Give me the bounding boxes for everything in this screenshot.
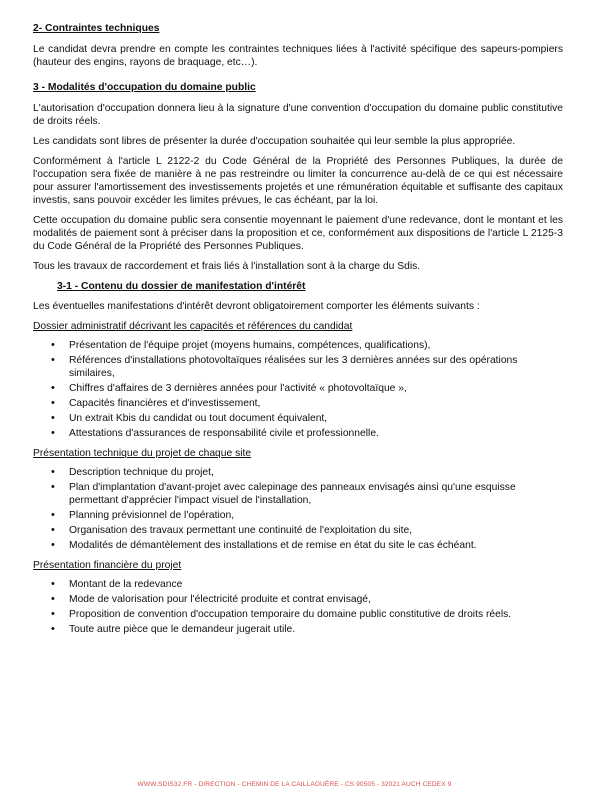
list-item-text: Références d'installations photovoltaïques réalisées sur les 3 dernières années sur des opérations similaires, (69, 355, 518, 379)
list-item-text: Modalités de démantèlement des installations et de remise en état du site le cas échéant. (69, 540, 477, 551)
list-item (33, 593, 563, 606)
list-item-text: Toute autre pièce que le demandeur jugerait utile. (69, 624, 296, 635)
list-item (33, 509, 563, 522)
list-item (33, 382, 563, 395)
group-administrative-list (33, 339, 563, 440)
list-item (33, 608, 563, 621)
list-item-text: Organisation des travaux permettant une continuité de l'exploitation du site, (69, 525, 413, 536)
group-technical-list (33, 466, 563, 552)
list-item (33, 466, 563, 479)
group-financial-title: Présentation financière du projet (33, 560, 182, 571)
bullet-icon: • (51, 578, 55, 590)
list-item (33, 397, 563, 410)
list-item (33, 578, 563, 591)
bullet-icon: • (51, 539, 55, 551)
section-3-paragraph-3: Conformément à l'article L 2122-2 du Code Général de la Propriété des Personnes Publiques, la durée de l'occupation sera fixée de manière à ne pas restreindre ou limiter la concurrence au-delà de ce qui est nécessaire pour assurer l'amortissement des investissements projetés et une rémunération équitable et suffisante des capitaux investis, sans pouvoir excéder les limites prévues, le cas échéant, par la loi. (33, 156, 563, 206)
list-item (33, 524, 563, 537)
list-item-text: Mode de valorisation pour l'électricité produite et contrat envisagé, (69, 594, 371, 605)
list-item-text: Planning prévisionnel de l'opération, (69, 510, 235, 521)
section-3-paragraph-5: Tous les travaux de raccordement et frais liés à l'installation sont à la charge du Sdis. (33, 261, 421, 272)
list-item (33, 339, 563, 352)
bullet-icon: • (51, 397, 55, 409)
bullet-icon: • (51, 608, 55, 620)
section-3-paragraph-4: Cette occupation du domaine public sera consentie moyennant le paiement d'une redevance, dont le montant et les modalités de paiement sont à préciser dans la proposition et ce, conformément aux dispositions de l'article L 2125-3 du Code Général de la Propriété des Personnes Publiques. (33, 215, 563, 252)
list-item-text: Montant de la redevance (69, 579, 183, 590)
list-item-text: Chiffres d'affaires de 3 dernières années pour l'activité « photovoltaïque », (69, 383, 407, 394)
section-3-paragraph-2: Les candidats sont libres de présenter la durée d'occupation souhaitée qui leur semble la plus appropriée. (33, 136, 516, 147)
bullet-icon: • (51, 412, 55, 424)
list-item-text: Plan d'implantation d'avant-projet avec calepinage des panneaux envisagés ainsi qu'une esquisse permettant d'apprécier l'impact visuel de l'installation, (69, 482, 516, 506)
list-item-text: Description technique du projet, (69, 467, 214, 478)
list-item-text: Un extrait Kbis du candidat ou tout document équivalent, (69, 413, 328, 424)
group-financial-list (33, 578, 563, 636)
list-item-text: Proposition de convention d'occupation temporaire du domaine public constitutive de droits réels. (69, 609, 512, 620)
page-footer: WWW.SDIS32.FR - DIRECTION - CHEMIN DE LA CAILLAOUÈRE - CS 90505 - 32021 AUCH CEDEX 9 (137, 781, 452, 788)
list-item-text: Capacités financières et d'investissement, (69, 398, 261, 409)
document-page (33, 22, 563, 643)
list-item (33, 623, 563, 636)
list-item (33, 539, 563, 552)
bullet-icon: • (51, 382, 55, 394)
bullet-icon: • (51, 593, 55, 605)
section-2-paragraph-1: Le candidat devra prendre en compte les contraintes techniques liées à l'activité spécifique des sapeurs-pompiers (hauteur des engins, rayons de braquage, etc…). (33, 44, 563, 68)
section-3-1-heading: 3-1 - Contenu du dossier de manifestation d'intérêt (57, 281, 306, 292)
list-item-text: Attestations d'assurances de responsabilité civile et professionnelle. (69, 428, 379, 439)
list-item-text: Présentation de l'équipe projet (moyens humains, compétences, qualifications), (69, 340, 431, 351)
group-administrative-title: Dossier administratif décrivant les capacités et références du candidat (33, 321, 353, 332)
section-3-paragraph-1: L'autorisation d'occupation donnera lieu à la signature d'une convention d'occupation du domaine public constitutive de droits réels. (33, 103, 563, 127)
list-item (33, 354, 563, 380)
bullet-icon: • (51, 427, 55, 439)
bullet-icon: • (51, 339, 55, 351)
list-item (33, 481, 563, 507)
bullet-icon: • (51, 623, 55, 635)
bullet-icon: • (51, 509, 55, 521)
bullet-icon: • (51, 481, 55, 493)
bullet-icon: • (51, 354, 55, 366)
bullet-icon: • (51, 524, 55, 536)
group-technical-title: Présentation technique du projet de chaque site (33, 448, 252, 459)
section-3-1-intro: Les éventuelles manifestations d'intérêt devront obligatoirement comporter les éléments suivants : (33, 301, 480, 312)
section-3-heading: 3 - Modalités d'occupation du domaine public (33, 82, 256, 93)
list-item (33, 412, 563, 425)
list-item (33, 427, 563, 440)
bullet-icon: • (51, 466, 55, 478)
section-2-heading: 2- Contraintes techniques (33, 23, 160, 34)
